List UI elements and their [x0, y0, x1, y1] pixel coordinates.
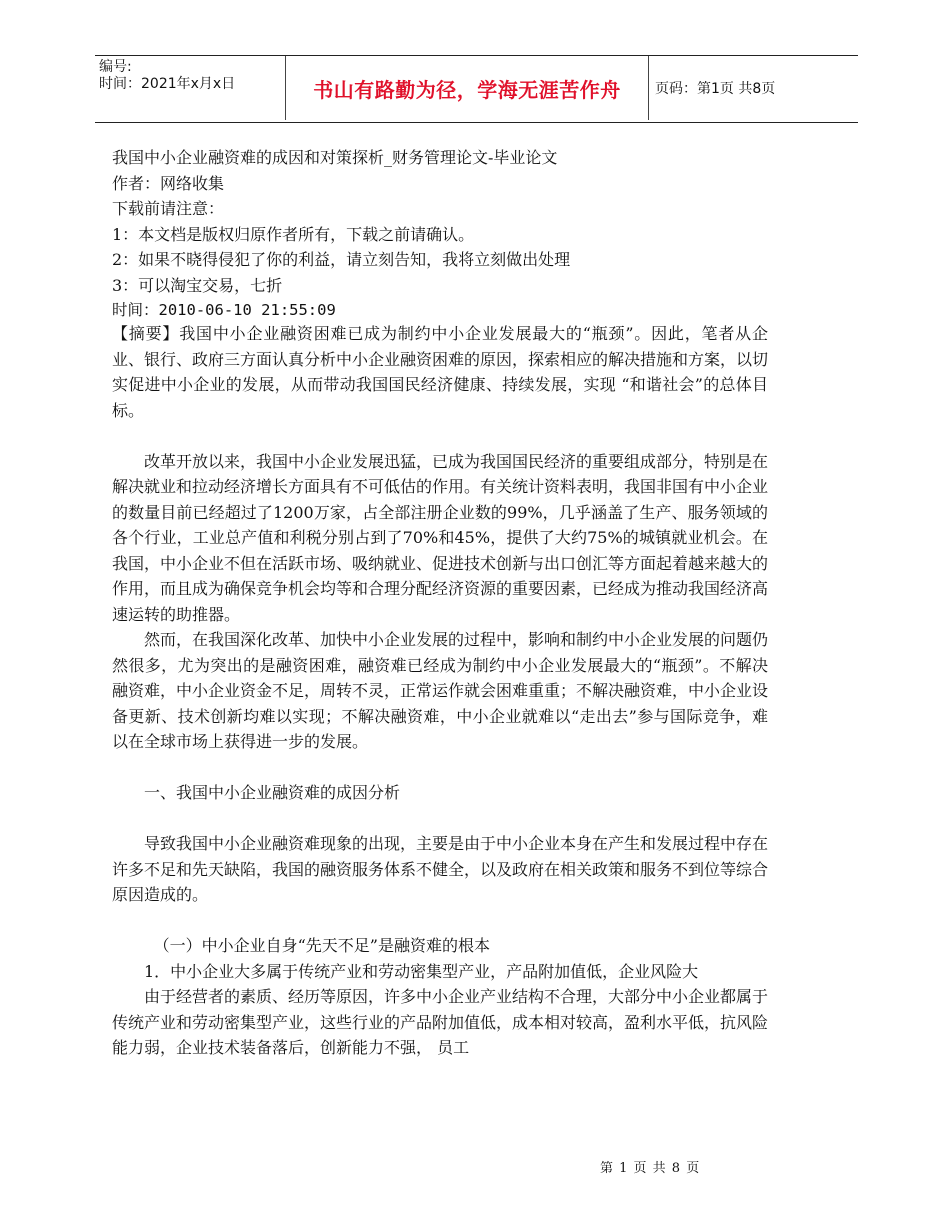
- spacer: [112, 755, 768, 781]
- list-item: 1．中小企业大多属于传统产业和劳动密集型产业，产品附加值低，企业风险大: [144, 961, 699, 981]
- document-meta: [112, 145, 832, 324]
- time-label: 时间：2021年x月x日: [99, 76, 236, 92]
- spacer: [112, 908, 768, 934]
- page-info: 页码：第1页 共8页: [655, 81, 776, 97]
- motto: 书山有路勤为径，学海无涯苦作舟: [285, 56, 649, 120]
- abstract: 【摘要】我国中小企业融资困难已成为制约中小企业发展最大的“瓶颈”。因此，笔者从企业、银行、政府三方面认真分析中小企业融资困难的原因，探索相应的解决措施和方案，以切实促进中小企业的发展，从而带动我国国民经济健康、持续发展，实现 “和谐社会”的总体目标。: [112, 324, 769, 420]
- serial-label: 编号:: [99, 59, 132, 75]
- page-footer: 第 1 页 共 8 页: [600, 1161, 701, 1176]
- doc-author: 作者：网络收集: [112, 173, 225, 193]
- paragraph: 然而，在我国深化改革、加快中小企业发展的过程中，影响和制约中小企业发展的问题仍然很多，尤为突出的是融资困难，融资难已经成为制约中小企业发展最大的“瓶颈”。不解决融资难，中小企业资金不足，周转不灵，正常运作就会困难重重；不解决融资难，中小企业设备更新、技术创新均难以实现；不解决融资难，中小企业就难以“走出去”参与国际竞争，难以在全球市场上获得进一步的发展。: [112, 630, 769, 751]
- notice-item: 1：本文档是版权归原作者所有，下载之前请确认。: [112, 224, 475, 244]
- subsection-heading: （一）中小企业自身“先天不足”是融资难的根本: [153, 936, 490, 955]
- paragraph: 改革开放以来，我国中小企业发展迅猛，已成为我国国民经济的重要组成部分，特别是在解决就业和拉动经济增长方面具有不可低估的作用。有关统计资料表明，我国非国有中小企业的数量目前已经超过了1200万家，占全部注册企业数的99%，几乎涵盖了生产、服务领域的各个行业，工业总产值和利税分别占到了70%和45%，提供了大约75%的城镇就业机会。在我国，中小企业不但在活跃市场、吸纳就业、促进技术创新与出口创汇等方面起着越来越大的作用，而且成为确保竞争机会均等和合理分配经济资源的重要因素，已经成为推动我国经济高速运转的助推器。: [112, 451, 769, 624]
- doc-timestamp: 时间：2010-06-10 21:55:09: [112, 301, 336, 319]
- section-heading: 一、我国中小企业融资难的成因分析: [144, 783, 401, 802]
- spacer: [112, 423, 768, 449]
- document-header: [95, 55, 858, 123]
- spacer: [112, 806, 768, 832]
- paragraph: 导致我国中小企业融资难现象的出现，主要是由于中小企业本身在产生和发展过程中存在许多不足和先天缺陷，我国的融资服务体系不健全，以及政府在相关政策和服务不到位等综合原因造成的。: [112, 834, 769, 904]
- notice-item: 3：可以淘宝交易，七折: [112, 275, 283, 295]
- doc-title: 我国中小企业融资难的成因和对策探析_财务管理论文-毕业论文: [112, 148, 558, 167]
- header-info: [99, 59, 284, 119]
- document-body: [112, 321, 768, 1061]
- notice-heading: 下载前请注意：: [112, 199, 225, 218]
- notice-item: 2：如果不晓得侵犯了你的利益，请立刻告知，我将立刻做出处理: [112, 250, 571, 269]
- paragraph: 由于经营者的素质、经历等原因，许多中小企业产业结构不合理，大部分中小企业都属于传统产业和劳动密集型产业，这些行业的产品附加值低，成本相对较高，盈利水平低，抗风险能力弱，企业技术装备落后，创新能力不强， 员工: [112, 987, 769, 1057]
